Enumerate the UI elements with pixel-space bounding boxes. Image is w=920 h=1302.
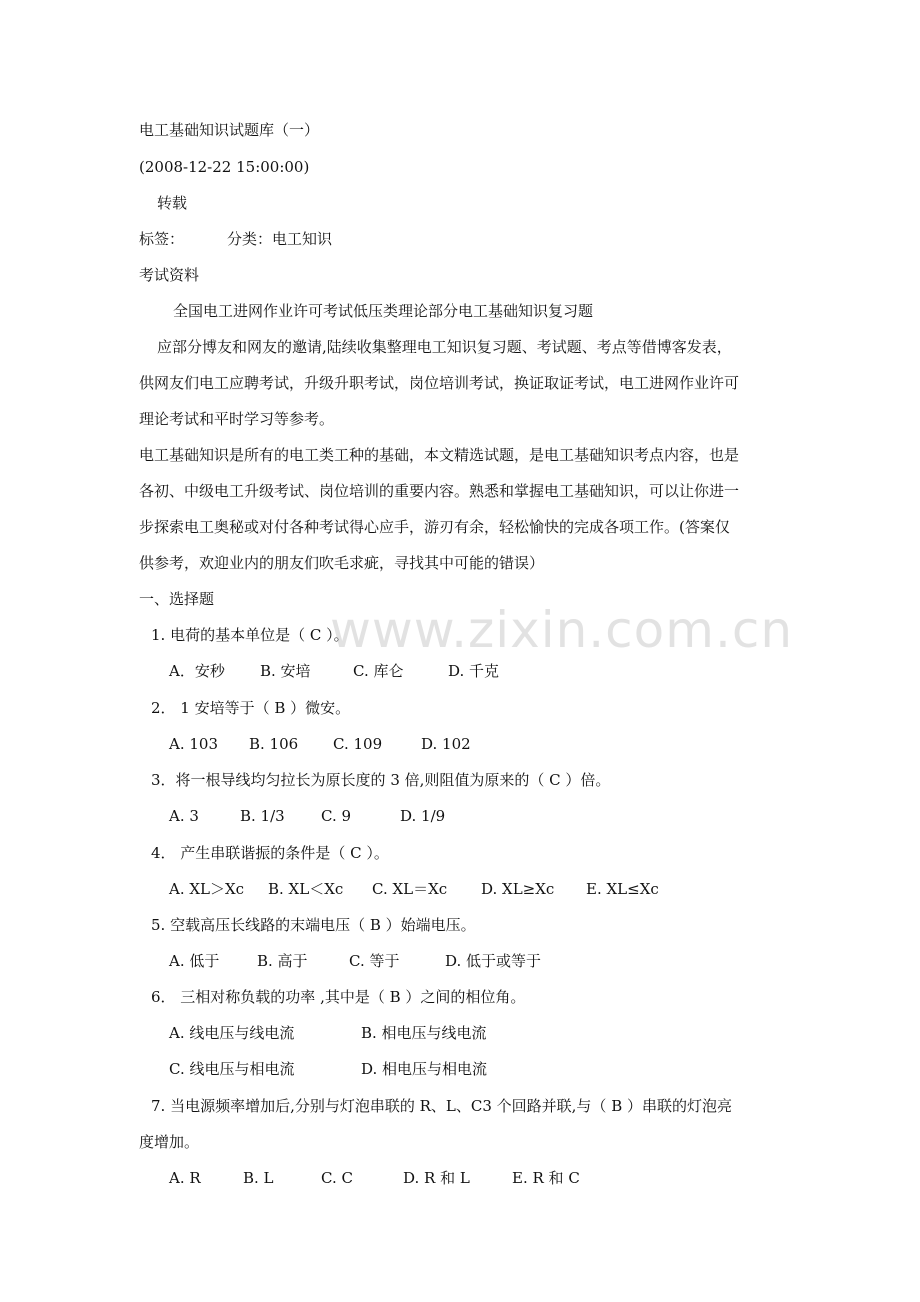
question-text: 5. 空载高压长线路的末端电压（ B ）始端电压。 bbox=[151, 916, 476, 934]
question-text: 3．将一根导线均匀拉长为原长度的 3 倍,则阻值为原来的（ C ）倍。 bbox=[151, 771, 611, 789]
answer-option: A. R bbox=[169, 1169, 201, 1187]
answer-option: B. 1/3 bbox=[240, 807, 285, 825]
answer-option: B. 106 bbox=[249, 735, 299, 753]
category-label: 分类：电工知识 bbox=[227, 230, 333, 248]
post-date: (2008-12-22 15:00:00) bbox=[139, 158, 310, 176]
intro-heading: 全国电工进网作业许可考试低压类理论部分电工基础知识复习题 bbox=[173, 302, 594, 320]
tags-label: 标签： bbox=[139, 230, 185, 248]
section-label: 考试资料 bbox=[139, 266, 200, 284]
answer-option: A. 103 bbox=[169, 735, 218, 753]
answer-option: C. 109 bbox=[333, 735, 383, 753]
intro-paragraph-line: 应部分博友和网友的邀请,陆续收集整理电工知识复习题、考试题、考点等借博客发表， bbox=[157, 338, 732, 356]
answer-option: A．安秒 bbox=[169, 662, 225, 680]
answer-option: D. R 和 L bbox=[403, 1169, 470, 1187]
question-text: 7. 当电源频率增加后,分别与灯泡串联的 R、L、C3 个回路并联,与（ B ）串联的灯泡亮 bbox=[151, 1097, 732, 1115]
question-text: 2． 1 安培等于（ B ）微安。 bbox=[151, 699, 351, 717]
answer-option: A. 3 bbox=[169, 807, 199, 825]
answer-option: C. 9 bbox=[321, 807, 352, 825]
answer-option: A. 低于 bbox=[169, 952, 220, 970]
answer-option: C. 等于 bbox=[349, 952, 400, 970]
repost-label: 转载 bbox=[157, 194, 188, 212]
intro-paragraph-line: 步探索电工奥秘或对付各种考试得心应手，游刃有余，轻松愉快的完成各项工作。(答案仅 bbox=[139, 518, 730, 536]
question-text-continued: 度增加。 bbox=[139, 1133, 200, 1151]
answer-option: D. 低于或等于 bbox=[445, 952, 542, 970]
answer-option: C. 线电压与相电流 bbox=[169, 1060, 295, 1078]
answer-option: B. L bbox=[243, 1169, 274, 1187]
intro-paragraph-line: 电工基础知识是所有的电工类工种的基础，本文精选试题，是电工基础知识考点内容，也是 bbox=[139, 446, 740, 464]
answer-option: C. 库仑 bbox=[353, 662, 404, 680]
answer-option: C. XL＝Xc bbox=[372, 880, 448, 898]
answer-option: B. XL＜Xc bbox=[268, 880, 344, 898]
intro-paragraph-line: 理论考试和平时学习等参考。 bbox=[139, 410, 335, 428]
answer-option: B. 安培 bbox=[260, 662, 311, 680]
answer-option: C. C bbox=[321, 1169, 353, 1187]
intro-paragraph-line: 各初、中级电工升级考试、岗位培训的重要内容。熟悉和掌握电工基础知识，可以让你进一 bbox=[139, 482, 740, 500]
section-title: 一、选择题 bbox=[139, 590, 215, 608]
answer-option: B. 高于 bbox=[257, 952, 308, 970]
intro-paragraph-line: 供参考，欢迎业内的朋友们吹毛求疵，寻找其中可能的错误） bbox=[139, 554, 545, 572]
question-text: 1. 电荷的基本单位是（ C ）。 bbox=[151, 626, 349, 644]
question-text: 6． 三相对称负载的功率 ,其中是（ B ）之间的相位角。 bbox=[151, 988, 526, 1006]
intro-paragraph-line: 供网友们电工应聘考试，升级升职考试，岗位培训考试，换证取证考试，电工进网作业许可 bbox=[139, 374, 740, 392]
question-text: 4． 产生串联谐振的条件是（ C ）。 bbox=[151, 844, 389, 862]
document-title: 电工基础知识试题库（一） bbox=[139, 121, 320, 139]
watermark: www.zixin.com.cn bbox=[330, 601, 794, 659]
answer-option: D. 千克 bbox=[448, 662, 500, 680]
answer-option: D. 相电压与相电流 bbox=[361, 1060, 488, 1078]
answer-option: A. 线电压与线电流 bbox=[169, 1024, 295, 1042]
answer-option: B. 相电压与线电流 bbox=[361, 1024, 487, 1042]
answer-option: E. XL≤Xc bbox=[586, 880, 659, 898]
answer-option: E. R 和 C bbox=[512, 1169, 580, 1187]
answer-option: D. XL≥Xc bbox=[481, 880, 555, 898]
answer-option: D. 1/9 bbox=[400, 807, 446, 825]
answer-option: D. 102 bbox=[421, 735, 471, 753]
answer-option: A. XL＞Xc bbox=[169, 880, 245, 898]
